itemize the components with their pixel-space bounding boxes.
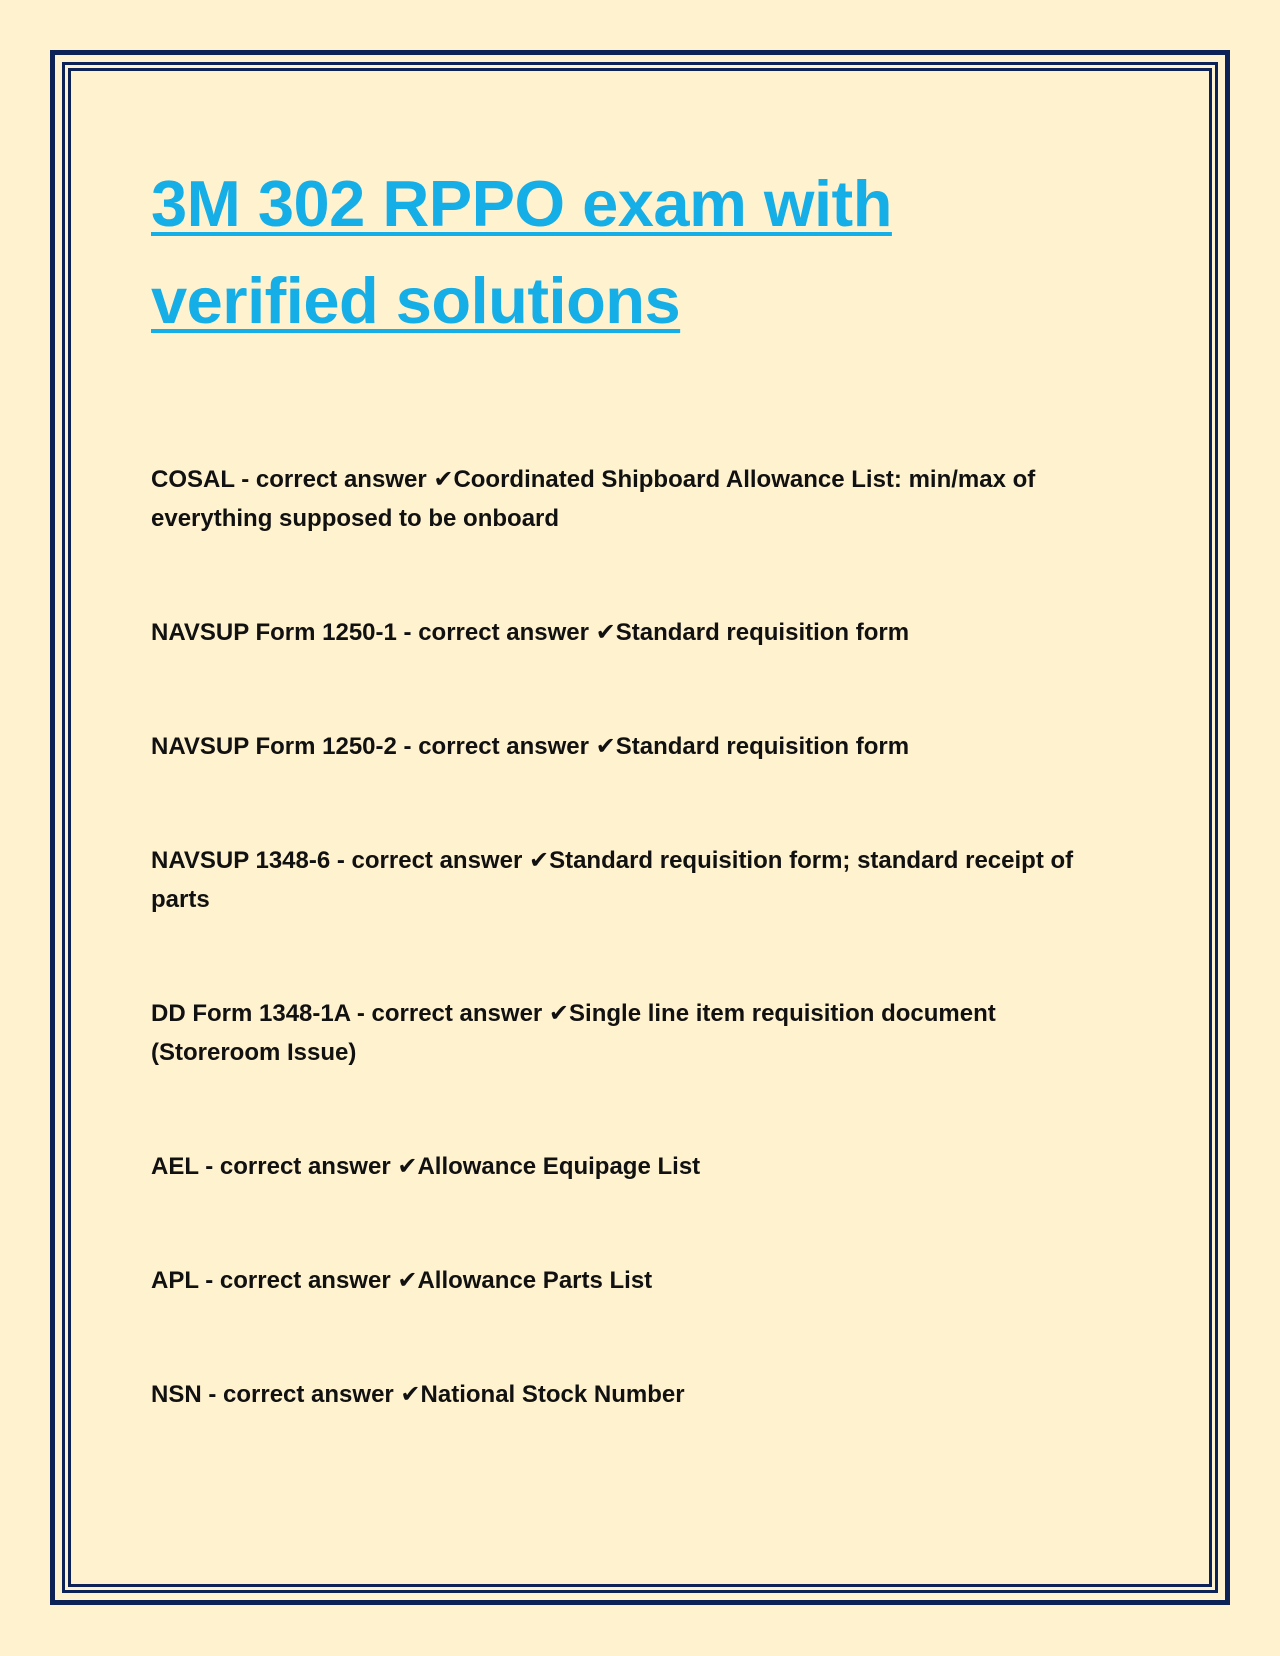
list-item: [151, 994, 1131, 1072]
qa-term: NSN: [151, 1381, 202, 1408]
qa-term: APL: [151, 1267, 199, 1294]
qa-term: NAVSUP Form 1250-1: [151, 619, 397, 646]
document-title: 3M 302 RPPO exam with verified solutions: [151, 167, 892, 337]
checkmark-icon: ✔: [595, 619, 616, 646]
qa-separator: - correct answer: [198, 1153, 398, 1180]
checkmark-icon: ✔: [433, 466, 454, 493]
list-item: [151, 841, 1131, 919]
checkmark-icon: ✔: [400, 1381, 421, 1408]
qa-term: NAVSUP 1348-6: [151, 847, 331, 874]
qa-separator: - correct answer: [330, 847, 529, 874]
checkmark-icon: ✔: [397, 1267, 418, 1294]
qa-separator: - correct answer: [350, 1000, 549, 1027]
list-item: [151, 1147, 1131, 1186]
document-content: [151, 155, 1131, 1408]
qa-separator: - correct answer: [234, 466, 434, 493]
qa-term: AEL: [151, 1153, 199, 1180]
qa-answer: Standard requisition form; standard receipt of parts: [151, 847, 1074, 913]
qa-answer: Single line item requisition document (Storeroom Issue): [151, 1000, 996, 1066]
list-item: [151, 727, 1131, 766]
qa-separator: - correct answer: [198, 1267, 398, 1294]
qa-answer: National Stock Number: [420, 1381, 685, 1408]
list-item: [151, 460, 1131, 538]
qa-separator: - correct answer: [396, 619, 596, 646]
qa-answer: Standard requisition form: [615, 733, 910, 760]
qa-answer: Coordinated Shipboard Allowance List: min/max of everything supposed to be onboard: [151, 466, 1036, 532]
qa-answer: Standard requisition form: [615, 619, 910, 646]
qa-term: NAVSUP Form 1250-2: [151, 733, 397, 760]
qa-answer: Allowance Equipage List: [417, 1153, 701, 1180]
list-item: [151, 1375, 1131, 1414]
checkmark-icon: ✔: [595, 733, 616, 760]
list-item: [151, 1261, 1131, 1300]
checkmark-icon: ✔: [548, 1000, 570, 1027]
checkmark-icon: ✔: [397, 1153, 418, 1180]
qa-separator: - correct answer: [396, 733, 596, 760]
qa-term: COSAL: [151, 466, 235, 493]
checkmark-icon: ✔: [528, 847, 550, 874]
qa-list: [151, 460, 1131, 1489]
qa-answer: Allowance Parts List: [417, 1267, 653, 1294]
qa-separator: - correct answer: [201, 1381, 401, 1408]
list-item: [151, 613, 1131, 652]
qa-term: DD Form 1348-1A: [151, 1000, 351, 1027]
